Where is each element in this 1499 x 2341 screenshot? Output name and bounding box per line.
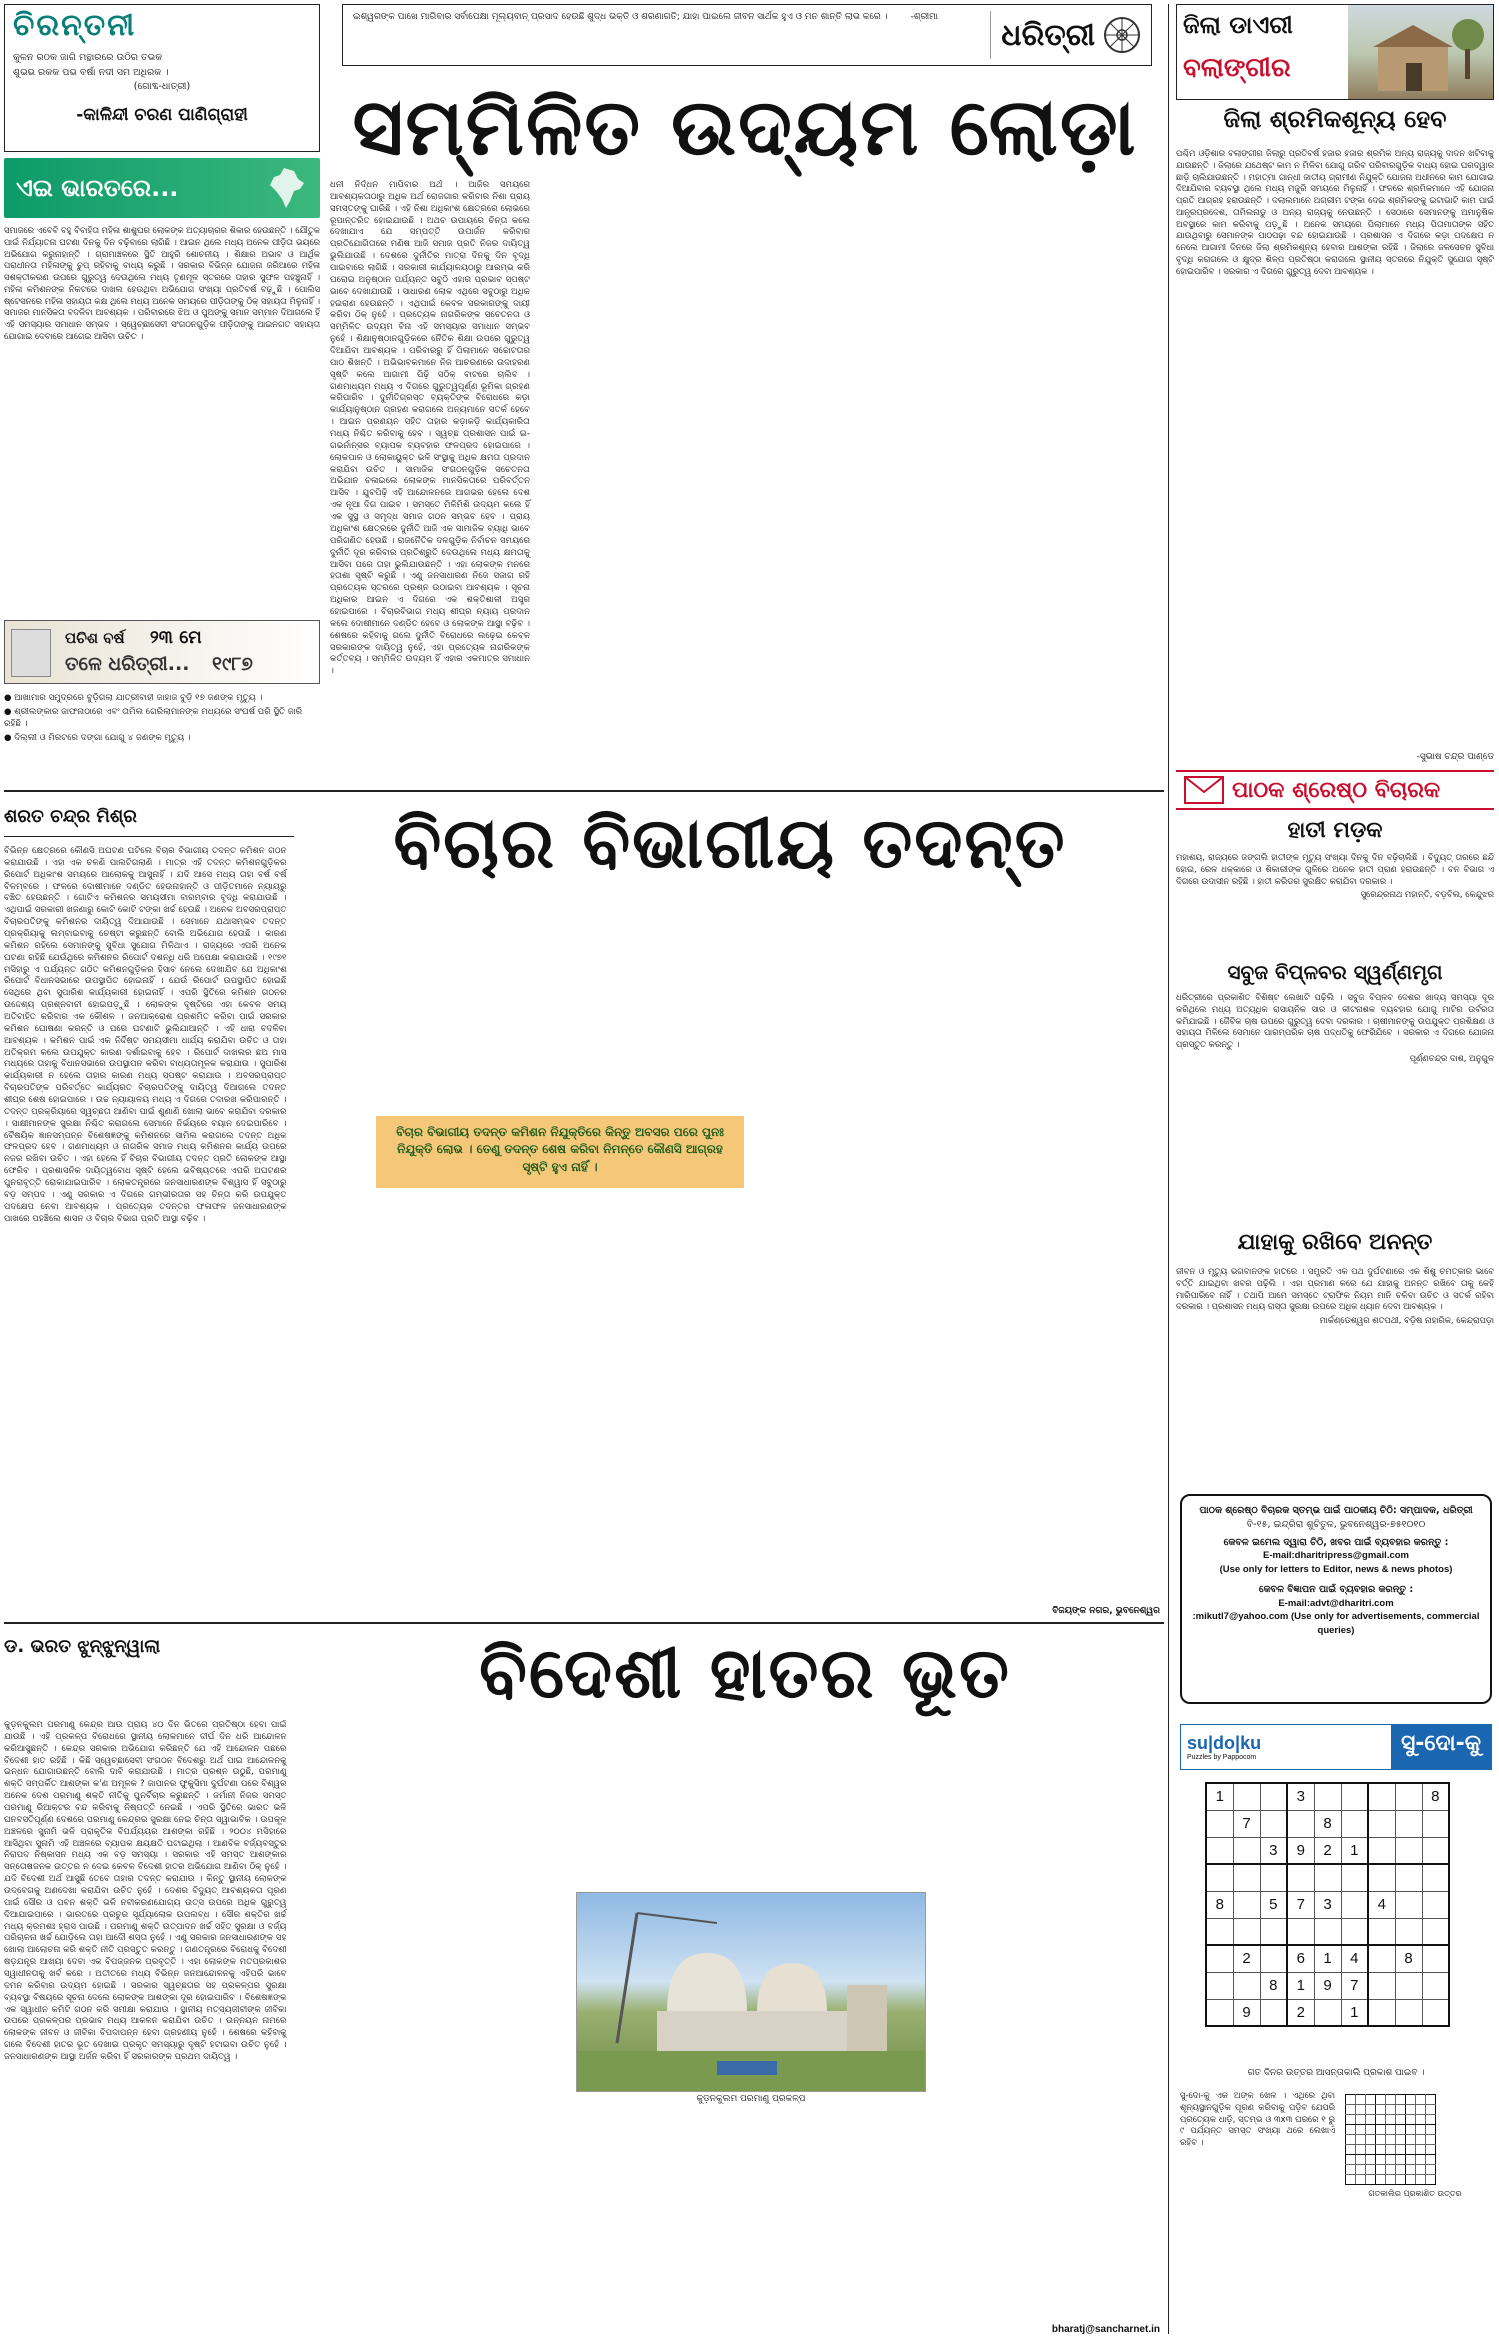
letter-2-body: ଧରିତ୍ରୀରେ ପ୍ରକାଶିତ ବିଶିଷ୍ଟ ଲେଖାଟି ପଢ଼ିଲି । ସବୁଜ ବିପ୍ଳବ ଦେଶର ଖାଦ୍ୟ ସମସ୍ୟା ଦୂର କରିଥିଲେ ମଧ୍ୟ ଅତ୍ୟଧିକ ରାସାୟନିକ ସାର ଓ କୀଟନାଶକ ବ୍ୟବହାର ଯୋଗୁ ମାଟିର ଉର୍ବରତା କମିଯାଇଛି । ଜୈବିକ ଚାଷ ଉପରେ ଗୁରୁତ୍ୱ ଦେବା ଦରକାର । ଚାଷୀମାନଙ୍କୁ ଉପଯୁକ୍ତ ପ୍ରଶିକ୍ଷଣ ଓ ସହାୟତା ମିଳିଲେ ସେମାନେ ପାରମ୍ପରିକ ଚାଷ ପଦ୍ଧତିକୁ ଫେରିଯିବେ । ସରକାର ଏ ଦିଗରେ ଯୋଜନା ପ୍ରସ୍ତୁତ କରନ୍ତୁ । ପୂର୍ଣ୍ଣଚନ୍ଦ୍ର ଦାଶ, ଅନୁଗୁଳ <box>1176 992 1494 1063</box>
solution-cell <box>1416 2125 1426 2135</box>
chakra-icon <box>1103 16 1141 54</box>
sudoku-cell[interactable] <box>1368 1945 1395 1972</box>
sudoku-cell[interactable] <box>1422 1837 1449 1864</box>
solution-cell <box>1416 2105 1426 2115</box>
sudoku-cell[interactable]: 3 <box>1314 1891 1341 1918</box>
solution-cell <box>1376 2125 1386 2135</box>
quote-author: -ଶ୍ରୀମା <box>910 12 939 22</box>
contact-ads-label: କେବଳ ବିଜ୍ଞାପନ ପାଇଁ ବ୍ୟବହାର କରନ୍ତୁ : <box>1258 1583 1414 1595</box>
article3-photo <box>576 1892 926 2092</box>
district-story-headline: ଜିଲା ଶ୍ରମିକଶୂନ୍ୟ ହେବ <box>1223 105 1447 133</box>
lead-body <box>330 180 1160 780</box>
chirantani-line-3: (ଗୋବ୍ଦ-ଧାତ୍ରୀ) <box>133 81 191 93</box>
contact-email-1-note: (Use only for letters to Editor, news & news photos) <box>1219 1564 1453 1576</box>
solution-cell <box>1356 2145 1366 2155</box>
solution-cell <box>1396 2135 1406 2145</box>
readers-banner-label: ପାଠକ ଶ୍ରେଷ୍ଠ ବିଚାରକ <box>1232 777 1441 803</box>
solution-cell <box>1346 2105 1356 2115</box>
india-banner <box>4 158 320 218</box>
letter-1-title: ହାତୀ ମଡ଼କ <box>1287 818 1383 843</box>
solution-cell <box>1416 2095 1426 2105</box>
solution-cell <box>1346 2115 1356 2125</box>
sudoku-cell[interactable]: 2 <box>1287 1999 1314 2026</box>
solution-cell <box>1356 2115 1366 2125</box>
solution-cell <box>1376 2095 1386 2105</box>
solution-cell <box>1396 2105 1406 2115</box>
sudoku-cell[interactable]: 1 <box>1341 1999 1368 2026</box>
solution-cell <box>1366 2135 1376 2145</box>
solution-cell <box>1366 2105 1376 2115</box>
sudoku-solution-label: ଗତକାଲିର ପ୍ରକାଶିତ ଉତ୍ତର <box>1368 2189 1462 2198</box>
solution-cell <box>1426 2095 1436 2105</box>
sudoku-cell[interactable]: 6 <box>1287 1945 1314 1972</box>
article3-email[interactable]: bharatj@sancharnet.in <box>1051 2324 1160 2335</box>
sudoku-cell[interactable] <box>1233 1972 1260 1999</box>
sudoku-cell[interactable] <box>1395 1810 1422 1837</box>
sudoku-cell[interactable] <box>1368 1864 1395 1891</box>
sudoku-cell[interactable] <box>1395 1972 1422 1999</box>
solution-cell <box>1426 2175 1436 2185</box>
chirantani-box <box>4 4 320 152</box>
solution-cell <box>1346 2135 1356 2145</box>
chirantani-line-1: କୁଳନ ରଠକ ଜାଗି ମନ୍ଥାରରେ ଉଠିର ତଭକ <box>13 52 163 63</box>
sudoku-cell[interactable] <box>1233 1864 1260 1891</box>
district-story-text: ପଶ୍ଚିମ ଓଡ଼ିଶାର ବଲାଙ୍ଗୀର ଜିଲାରୁ ପ୍ରତିବର୍ଷ ହଜାର ହଜାର ଶ୍ରମିକ ଅନ୍ୟ ରାଜ୍ୟକୁ ଦାଦନ ଖଟିବାକୁ ଯାଉଛନ୍ତି । ଜିଲାରେ ଯଥେଷ୍ଟ କାମ ନ ମିଳିବା ଯୋଗୁ ଗରିବ ପରିବାରଗୁଡ଼ିକ ବାଧ୍ୟ ହୋଇ ଘରଦ୍ୱାର ଛାଡ଼ି ଚାଲିଯାଉଛନ୍ତି । ମହାତ୍ମା ଗାନ୍ଧୀ ଜାତୀୟ ଗ୍ରାମୀଣ ନିଯୁକ୍ତି ଯୋଜନା ଅଧୀନରେ କାମ ଯୋଗାଇ ଦିଆଯିବାର ବ୍ୟବସ୍ଥା ଥିଲେ ମଧ୍ୟ ମଜୁରି ସମୟରେ ମିଳୁନାହିଁ । ଫଳରେ ଶ୍ରମିକମାନେ ଏହି ଯୋଜନା ପ୍ରତି ଆଗ୍ରହ ହରାଉଛନ୍ତି । ଦଲାଲମାନେ ଅଗ୍ରୀମ ଟଙ୍କା ଦେଇ ଶ୍ରମିକଙ୍କୁ ଇଟାଭାଟି କାମ ପାଇଁ ଆନ୍ଧ୍ରପ୍ରଦେଶ, ତାମିଲନାଡୁ ଓ ଅନ୍ୟ ରାଜ୍ୟକୁ ନେଉଛନ୍ତି । ସେଠାରେ ସେମାନଙ୍କୁ ଅମାନୁଷିକ ଅବସ୍ଥାରେ କାମ କରିବାକୁ ପଡ଼ୁଛି । ଅନେକ ସମୟରେ ପିଲାମାନେ ମଧ୍ୟ ପିତାମାତାଙ୍କ ସହିତ ଯାଉଥିବାରୁ ସେମାନଙ୍କ ପାଠପଢ଼ା ବନ୍ଦ ହୋଇଯାଉଛି । ପ୍ରଶାସନ ଏ ଦିଗରେ କଡ଼ା ପଦକ୍ଷେପ ନ ନେଲେ ଆଗାମୀ ଦିନରେ ଜିଲା ଶ୍ରମିକଶୂନ୍ୟ ହେବାର ଆଶଙ୍କା ରହିଛି । ଜିଲାରେ ଜଳସେଚନ ସୁବିଧା ବୃଦ୍ଧି କରାଗଲେ ଓ କ୍ଷୁଦ୍ର ଶିଳ୍ପ ପ୍ରତିଷ୍ଠା କରାଗଲେ ସ୍ଥାନୀୟ ସ୍ତରରେ ନିଯୁକ୍ତି ସୁଯୋଗ ସୃଷ୍ଟି ହୋଇପାରିବ । ସରକାର ଏ ଦିଗରେ ଗୁରୁତ୍ୱ ଦେବା ଆବଶ୍ୟକ । <box>1176 148 1494 276</box>
sudoku-cell[interactable] <box>1368 1810 1395 1837</box>
sudoku-cell[interactable] <box>1314 1918 1341 1945</box>
letter-1-author: ସୁରେନ୍ଦ୍ରନାଥ ମହାନ୍ତି, ବଡ଼ବିଲ, କେନ୍ଦୁଝର <box>1360 889 1494 900</box>
sudoku-cell[interactable]: 2 <box>1233 1945 1260 1972</box>
solution-cell <box>1366 2125 1376 2135</box>
sudoku-cell[interactable] <box>1395 1999 1422 2026</box>
solution-cell <box>1376 2175 1386 2185</box>
sudoku-cell[interactable]: 5 <box>1260 1891 1287 1918</box>
solution-cell <box>1426 2105 1436 2115</box>
sudoku-header <box>1180 1724 1492 1770</box>
divider <box>1168 4 1169 2334</box>
solution-cell <box>1406 2115 1416 2125</box>
district-label: ଜିଲା ଡାଏରୀ <box>1183 11 1293 39</box>
solution-cell <box>1426 2165 1436 2175</box>
solution-cell <box>1396 2095 1406 2105</box>
sudoku-cell[interactable] <box>1395 1837 1422 1864</box>
sudoku-cell[interactable] <box>1341 1891 1368 1918</box>
readers-banner <box>1176 770 1494 810</box>
sudoku-cell[interactable]: 8 <box>1206 1891 1233 1918</box>
sudoku-cell[interactable]: 9 <box>1287 1837 1314 1864</box>
india-label: ଏଇ ଭାରତରେ... <box>16 174 179 202</box>
solution-cell <box>1426 2125 1436 2135</box>
article2-pullquote: ବିଚାର ବିଭାଗୀୟ ତଦନ୍ତ କମିଶନ ନିଯୁକ୍ତିରେ କିନ୍ତୁ ଅବସର ପରେ ପୁନଃ ନିଯୁକ୍ତି ଲୋଭ । ତେଣୁ ତଦନ୍ତ ଶେଷ କରିବା ନିମନ୍ତେ କୌଣସି ଆଗ୍ରହ ସୃଷ୍ଟି ହୁଏ ନାହିଁ । <box>376 1116 744 1188</box>
sudoku-cell[interactable]: 8 <box>1395 1945 1422 1972</box>
solution-cell <box>1386 2165 1396 2175</box>
sudoku-cell[interactable] <box>1422 1918 1449 1945</box>
article2-body <box>4 846 1164 1616</box>
solution-cell <box>1356 2125 1366 2135</box>
sudoku-cell[interactable] <box>1206 1810 1233 1837</box>
sudoku-cell[interactable]: 7 <box>1287 1891 1314 1918</box>
solution-cell <box>1406 2095 1416 2105</box>
contact-email-3[interactable]: :mikutl7@yahoo.com (Use only for advertisements, commercial queries) <box>1192 1611 1480 1637</box>
district-header <box>1176 4 1494 100</box>
sudoku-cell[interactable]: 7 <box>1233 1810 1260 1837</box>
solution-cell <box>1346 2155 1356 2165</box>
sudoku-cell[interactable] <box>1341 1864 1368 1891</box>
masthead-logo <box>990 11 1141 59</box>
sudoku-cell[interactable] <box>1314 1864 1341 1891</box>
years-box <box>4 620 320 684</box>
sudoku-cell[interactable] <box>1233 1918 1260 1945</box>
solution-cell <box>1416 2115 1426 2125</box>
solution-cell <box>1406 2155 1416 2165</box>
sudoku-cell[interactable] <box>1233 1891 1260 1918</box>
bullet-item: ● ଦିଲ୍ଲୀ ଓ ମିରଟରେ ଦଙ୍ଗା ଯୋଗୁ ୪ ଜଣଙ୍କ ମୃତ୍ୟୁ । <box>4 733 191 744</box>
sudoku-cell[interactable] <box>1395 1864 1422 1891</box>
sudoku-cell[interactable] <box>1260 1918 1287 1945</box>
article3-photo-caption: କୁଡ଼ନକୁଲମ ପରମାଣୁ ପ୍ରକଳ୍ପ <box>696 2094 806 2104</box>
years-label: ପଚିଶ ବର୍ଷ <box>65 629 125 647</box>
quote-box <box>342 4 1152 66</box>
chirantani-line-2: ଶୁଭଭ ରକକ ପଭ ବର୍ଷା ନଦୀ ସମ ଅଧିରକ । <box>13 66 169 78</box>
solution-cell <box>1386 2175 1396 2185</box>
article3-headline: ବିଦେଶୀ ହାତର ଭୂତ <box>479 1632 1011 1714</box>
solution-cell <box>1386 2135 1396 2145</box>
solution-cell <box>1366 2175 1376 2185</box>
newspaper-icon <box>11 629 51 677</box>
solution-cell <box>1346 2165 1356 2175</box>
sudoku-cell[interactable] <box>1206 1837 1233 1864</box>
letter-3-author: ମାର୍କଣ୍ଡେଶ୍ୱର ଶତପଥୀ, ବଡ଼ିଷ ନାହାରିକ, କେନ୍ଦ୍ରାପଡ଼ା <box>1319 1315 1494 1326</box>
solution-cell <box>1356 2175 1366 2185</box>
solution-cell <box>1416 2145 1426 2155</box>
chirantani-title: ଚିରନ୍ତନୀ <box>13 8 137 43</box>
solution-cell <box>1356 2155 1366 2165</box>
solution-cell <box>1396 2145 1406 2155</box>
solution-cell <box>1396 2175 1406 2185</box>
solution-cell <box>1406 2135 1416 2145</box>
contact-email-2[interactable]: E-mail:advt@dharitri.com <box>1278 1597 1394 1609</box>
india-body-text: ସମାଜରେ ଏବେବି ବହୁ ବିବାହିତା ମହିଳା ଶାଶୁଘର ଲୋକଙ୍କ ଅତ୍ୟାଚାରର ଶିକାର ହେଉଛନ୍ତି । ଯୌତୁକ ପାଇଁ ନିର୍ଯ୍ୟାତନା ଘଟଣା ଦିନକୁ ଦିନ ବଢ଼ିବାରେ ଲାଗିଛି । ଆଇନ ଥିଲେ ମଧ୍ୟ ଅନେକ ପୀଡ଼ିତା ଭୟରେ ଅଭିଯୋଗ କରୁନାହାନ୍ତି । ଗ୍ରାମାଞ୍ଚଳରେ ସ୍ଥିତି ଆହୁରି ଶୋଚନୀୟ । ଶିକ୍ଷାର ଅଭାବ ଓ ଆର୍ଥିକ ପରାଧୀନତା ମହିଳାଙ୍କୁ ଚୁପ୍ ରହିବାକୁ ବାଧ୍ୟ କରୁଛି । ସରକାର ବିଭିନ୍ନ ଯୋଜନା ଜରିଆରେ ମହିଳା ସଶକ୍ତୀକରଣ ଉପରେ ଗୁରୁତ୍ୱ ଦେଉଥିଲେ ମଧ୍ୟ ତୃଣମୂଳ ସ୍ତରରେ ତାହାର ସୁଫଳ ପହଞ୍ଚୁନାହିଁ । ମହିଳା କମିଶନଙ୍କ ନିକଟରେ ଦାଖଲ ହେଉଥିବା ଅଭିଯୋଗ ସଂଖ୍ୟା ପ୍ରତିବର୍ଷ ବଢ଼ୁଛି । ପୋଲିସ ଷ୍ଟେସନରେ ମହିଳା ସହାୟତା କକ୍ଷ ଥିଲେ ମଧ୍ୟ ଅନେକ ସମୟରେ ପୀଡ଼ିତାଙ୍କୁ ଠିକ୍ ସହାୟତା ମିଳୁନାହିଁ । ସମାଜର ମାନସିକତା ବଦଳିବା ଆବଶ୍ୟକ । ପରିବାରରେ ଝିଅ ଓ ପୁଅଙ୍କୁ ସମାନ ସମ୍ମାନ ଦିଆଗଲେ ହିଁ ଏହି ସମସ୍ୟାର ସମାଧାନ ସମ୍ଭବ । ସ୍ୱେଚ୍ଛାସେବୀ ସଂଗଠନଗୁଡ଼ିକ ପୀଡ଼ିତାଙ୍କୁ ଆଇନଗତ ସହାୟତା ଯୋଗାଇ ଦେବାରେ ଆଗେଇ ଆସିବା ଉଚିତ । <box>4 225 320 341</box>
sudoku-cell[interactable]: 4 <box>1368 1891 1395 1918</box>
solution-cell <box>1406 2175 1416 2185</box>
solution-cell <box>1366 2165 1376 2175</box>
sudoku-cell[interactable]: 1 <box>1314 1945 1341 1972</box>
sudoku-cell[interactable]: 9 <box>1314 1972 1341 1999</box>
sudoku-logo: su|do|ku <box>1187 1733 1262 1753</box>
district-name: ବଲାଙ୍ଗୀର <box>1183 53 1291 83</box>
district-photo <box>1348 5 1493 100</box>
years-date: ୨୩ ମେ <box>149 627 202 648</box>
article2-body-text: ବିଭିନ୍ନ କ୍ଷେତ୍ରରେ କୌଣସି ଅଘଟଣ ଘଟିଲେ ବିଚାର ବିଭାଗୀୟ ତଦନ୍ତ କମିଶନ ଗଠନ କରାଯାଉଛି । ଏହା ଏକ ଚଳଣି ପାଲଟିଗଲାଣି । ମାତ୍ର ଏହି ତଦନ୍ତ କମିଶନଗୁଡ଼ିକର ରିପୋର୍ଟ ଅଧିକାଂଶ ସମୟରେ ଆଲୋକକୁ ଆସୁନାହିଁ । ଯଦି ଆସେ ମଧ୍ୟ ତାହା ବର୍ଷ ବର୍ଷ ବିଳମ୍ବରେ । ଫଳରେ ଦୋଷୀମାନେ ଦଣ୍ଡିତ ହେଉନାହାନ୍ତି ଓ ପୀଡ଼ିତମାନେ ନ୍ୟାୟରୁ ବଞ୍ଚିତ ହେଉଛନ୍ତି । ଗୋଟିଏ କମିଶନର ସମୟସୀମା ବାରମ୍ବାର ବୃଦ୍ଧି କରାଯାଉଛି । ଏଥିପାଇଁ ସରକାରୀ ଖଜଣାରୁ କୋଟି କୋଟି ଟଙ୍କା ଖର୍ଚ୍ଚ ହେଉଛି । ଅନେକ ଅବସରପ୍ରାପ୍ତ ବିଚାରପତିଙ୍କୁ କମିଶନର ଦାୟିତ୍ୱ ଦିଆଯାଉଛି । ସେମାନେ ଯଥାସମ୍ଭବ ତଦନ୍ତ ପ୍ରକ୍ରିୟାକୁ ଲମ୍ବାଇବାକୁ ଚେଷ୍ଟା କରୁଛନ୍ତି ବୋଲି ଅଭିଯୋଗ ହେଉଛି । କାରଣ କମିଶନ ରହିଲେ ସେମାନଙ୍କୁ ସୁବିଧା ସୁଯୋଗ ମିଳିଥାଏ । ରାଜ୍ୟରେ ଏପରି ଅନେକ ଘଟଣା ରହିଛି ଯେଉଁଥିରେ କମିଶନର ରିପୋର୍ଟ ଦଶନ୍ଧି ଧରି ଅପେକ୍ଷା କରାଯାଉଛି । ୧୯୭୧ ମସିହାରୁ ଏ ପର୍ଯ୍ୟନ୍ତ ଗଠିତ କମିଶନଗୁଡ଼ିକର ହିସାବ ନେଲେ ଦେଖାଯିବ ଯେ ଅଧିକାଂଶ ରିପୋର୍ଟ ବିଧାନସଭାରେ ଉପସ୍ଥାପିତ ହୋଇନାହିଁ । ଯେଉଁ ରିପୋର୍ଟ ଉପସ୍ଥାପିତ ହୋଇଛି ସେଥିରେ ଥିବା ସୁପାରିଶ କାର୍ଯ୍ୟକାରୀ ହୋଇନାହିଁ । ଏପରି ସ୍ଥିତିରେ କମିଶନ ଗଠନର ଉଦ୍ଦେଶ୍ୟ ପ୍ରଶ୍ନବାଚୀ ହୋଇପଡ଼ୁଛି । ଲୋକଙ୍କ ଦୃଷ୍ଟିରେ ଏହା କେବଳ ସମୟ ଅତିବାହିତ କରିବାର ଏକ କୌଶଳ । ଜନଆକ୍ରୋଶ ପ୍ରଶମିତ କରିବା ପାଇଁ ସରକାର କମିଶନ ଘୋଷଣା କରନ୍ତି ଓ ପରେ ଘଟଣାଟି ଭୁଲିଯାଆନ୍ତି । ଏହି ଧାରା ବଦଳିବା ଆବଶ୍ୟକ । କମିଶନ ପାଇଁ ଏକ ନିର୍ଦ୍ଦିଷ୍ଟ ସମୟସୀମା ଧାର୍ଯ୍ୟ କରାଯିବା ଉଚିତ ଓ ତାହା ଅତିକ୍ରମ କଲେ ଉପଯୁକ୍ତ କାରଣ ଦର୍ଶାଇବାକୁ ହେବ । ରିପୋର୍ଟ ଦାଖଲର ଛଅ ମାସ ମଧ୍ୟରେ ତାହାକୁ ବିଧାନସଭାରେ ଉପସ୍ଥାପନ କରିବା ବାଧ୍ୟତାମୂଳକ କରାଯାଉ । ସୁପାରିଶ କାର୍ଯ୍ୟକାରୀ ନ ହେଲେ ତାହାର କାରଣ ମଧ୍ୟ ସ୍ପଷ୍ଟ କରାଯାଉ । ଅବସରପ୍ରାପ୍ତ ବିଚାରପତିଙ୍କ ପରିବର୍ତ୍ତେ କାର୍ଯ୍ୟରତ ବିଚାରପତିଙ୍କୁ ଦାୟିତ୍ୱ ଦିଆଗଲେ ତଦନ୍ତ ଶୀଘ୍ର ଶେଷ ହୋଇପାରେ । ଉଚ୍ଚ ନ୍ୟାୟାଳୟ ମଧ୍ୟ ଏ ଦିଗରେ ତଦାରଖ କରିପାରନ୍ତି । ତଦନ୍ତ ପ୍ରକ୍ରିୟାରେ ସ୍ୱଚ୍ଛତା ଆଣିବା ପାଇଁ ଶୁଣାଣି ଖୋଲା ଭାବେ କରାଯିବା ଦରକାର । ସାକ୍ଷୀମାନଙ୍କ ସୁରକ୍ଷା ନିଶ୍ଚିତ କରାଗଲେ ସେମାନେ ନିର୍ଭୟରେ ବୟାନ ଦେଇପାରିବେ । ବୈଷୟିକ ଜ୍ଞାନସମ୍ପନ୍ନ ବିଶେଷଜ୍ଞଙ୍କୁ କମିଶନରେ ସାମିଲ କରାଗଲେ ତଦନ୍ତ ଅଧିକ ଫଳପ୍ରଦ ହେବ । ଗଣମାଧ୍ୟମ ଓ ନାଗରିକ ସମାଜ ମଧ୍ୟ କମିଶନର କାର୍ଯ୍ୟ ଉପରେ ନଜର ରଖିବା ଉଚିତ । ଏହା ହେଲେ ହିଁ ବିଚାର ବିଭାଗୀୟ ତଦନ୍ତ ପ୍ରତି ଲୋକଙ୍କ ଆସ୍ଥା ଫେରିବ । ପ୍ରଶାସନିକ ଦାୟିତ୍ୱବୋଧ ସୃଷ୍ଟି ହେଲେ ଭବିଷ୍ୟତରେ ଏପରି ଅଘଟଣର ପୁନରାବୃତ୍ତି ରୋକାଯାଇପାରିବ । ଲୋକତନ୍ତ୍ରରେ ଜନସାଧାରଣଙ୍କ ବିଶ୍ୱାସ ହିଁ ସବୁଠାରୁ ବଡ଼ ସମ୍ପଦ । ଏଣୁ ସରକାର ଏ ଦିଗରେ ଗମ୍ଭୀରତାର ସହ ଚିନ୍ତା କରି ଉପଯୁକ୍ତ ପଦକ୍ଷେପ ନେବା ଆବଶ୍ୟକ । ପ୍ରତ୍ୟେକ ତଦନ୍ତର ଫଳାଫଳ ଜନସାଧାରଣଙ୍କ ପାଖରେ ପହଞ୍ଚିଲେ ଶାସନ ଓ ବିଚାର ବିଭାଗ ପ୍ରତି ଆସ୍ଥା ବଢ଼ିବ । <box>4 846 287 1224</box>
sudoku-cell[interactable] <box>1341 1783 1368 1810</box>
lead-body-text: ଧନୀ ନିର୍ଦ୍ଧନ ମାପିବାର ଅର୍ଥ । ଆଜିର ସମୟରେ ଆବଶ୍ୟକତାଠାରୁ ଅଧିକ ଅର୍ଥ ରୋଜଗାର କରିବାର ନିଶା ପ୍ରାୟ ସମସ୍ତଙ୍କୁ ଘାରିଛି । ଏହି ନିଶା ଅଧିକାଂଶ କ୍ଷେତ୍ରରେ ଲୋଭରେ ରୂପାନ୍ତରିତ ହୋଇଯାଉଛି । ଅଥଚ ଉପାୟରେ ଚିନ୍ତା କଲେ ଦେଖାଯାଏ ଯେ ସମ୍ପତ୍ତି ଉପାର୍ଜନ କରିବାର ପ୍ରତିଯୋଗିତାରେ ମଣିଷ ଆଜି ସମାଜ ପ୍ରତି ନିଜର ଦାୟିତ୍ୱ ଭୁଲିଯାଉଛି । ଦେଶରେ ଦୁର୍ନୀତିର ମାତ୍ରା ଦିନକୁ ଦିନ ବୃଦ୍ଧି ପାଇବାରେ ଲାଗିଛି । ସରକାରୀ କାର୍ଯ୍ୟାଳୟଠାରୁ ଆରମ୍ଭ କରି ଘରୋଇ ଅନୁଷ୍ଠାନ ପର୍ଯ୍ୟନ୍ତ ସବୁଠି ଏହାର ପ୍ରଭାବ ସ୍ପଷ୍ଟ ଭାବେ ଦେଖାଯାଉଛି । ସାଧାରଣ ଲୋକ ଏଥିରେ ସବୁଠାରୁ ଅଧିକ ହଇରାଣ ହେଉଛନ୍ତି । ଏଥିପାଇଁ କେବଳ ସରକାରଙ୍କୁ ଦାୟୀ କରିବା ଠିକ୍ ନୁହେଁ । ପ୍ରତ୍ୟେକ ନାଗରିକଙ୍କ ସଚେତନତା ଓ ସମ୍ମିଳିତ ଉଦ୍ୟମ ବିନା ଏହି ସମସ୍ୟାର ସମାଧାନ ସମ୍ଭବ ନୁହେଁ । ଶିକ୍ଷାନୁଷ୍ଠାନଗୁଡ଼ିକରେ ନୈତିକ ଶିକ୍ଷା ଉପରେ ଗୁରୁତ୍ୱ ଦିଆଯିବା ଆବଶ୍ୟକ । ପରିବାରରୁ ହିଁ ପିଲାମାନେ ସଚ୍ଚୋଟତାର ପାଠ ଶିଖନ୍ତି । ଅଭିଭାବକମାନେ ନିଜ ଆଚରଣରେ ଉଦାହରଣ ସୃଷ୍ଟି କଲେ ଆଗାମୀ ପିଢ଼ି ସଠିକ୍ ବାଟରେ ଚାଲିବ । ଗଣମାଧ୍ୟମ ମଧ୍ୟ ଏ ଦିଗରେ ଗୁରୁତ୍ୱପୂର୍ଣ୍ଣ ଭୂମିକା ଗ୍ରହଣ କରିପାରିବ । ଦୁର୍ନୀତିଗ୍ରସ୍ତ ବ୍ୟକ୍ତିଙ୍କ ବିରୋଧରେ କଡ଼ା କାର୍ଯ୍ୟାନୁଷ୍ଠାନ ଗ୍ରହଣ କରାଗଲେ ଅନ୍ୟମାନେ ସତର୍କ ହେବେ । ଆଇନ ପ୍ରଣୟନ ସହିତ ତାହାର କଡ଼ାକଡ଼ି କାର୍ଯ୍ୟକାରିତା ମଧ୍ୟ ନିଶ୍ଚିତ କରିବାକୁ ହେବ । ସ୍ୱଚ୍ଛ ପ୍ରଶାସନ ପାଇଁ ଇ-ଗଭର୍ନାନ୍ସର ବ୍ୟାପକ ବ୍ୟବହାର ଫଳପ୍ରଦ ହୋଇପାରେ । ଲୋକପାଳ ଓ ଲୋକାୟୁକ୍ତ ଭଳି ସଂସ୍ଥାକୁ ଅଧିକ କ୍ଷମତା ପ୍ରଦାନ କରାଯିବା ଉଚିତ । ସାମାଜିକ ସଂଗଠନଗୁଡ଼ିକ ସଚେତନତା ଅଭିଯାନ ଚଳାଇଲେ ଲୋକଙ୍କ ମାନସିକତାରେ ପରିବର୍ତ୍ତନ ଆସିବ । ଯୁବପିଢ଼ି ଏହି ଆନ୍ଦୋଳନରେ ଆଗଭର ହେଲେ ଦେଶ ଏକ ନୂଆ ଦିଗ ପାଇବ । ସମସ୍ତେ ମିଳିମିଶି ଉଦ୍ୟମ କଲେ ହିଁ ଏକ ସୁସ୍ଥ ଓ ସମୃଦ୍ଧ ସମାଜ ଗଠନ ସମ୍ଭବ ହେବ । ପ୍ରାୟ ଅଧିକାଂଶ କ୍ଷେତ୍ରରେ ଦୁର୍ନୀତି ଆଜି ଏକ ସାମାଜିକ ବ୍ୟାଧି ଭାବେ ପରିଗଣିତ ହେଉଛି । ରାଜନୈତିକ ଦଳଗୁଡ଼ିକ ନିର୍ବାଚନ ସମୟରେ ଦୁର୍ନୀତି ଦୂର କରିବାର ପ୍ରତିଶ୍ରୁତି ଦେଉଥିଲେ ମଧ୍ୟ କ୍ଷମତାକୁ ଆସିବା ପରେ ତାହା ଭୁଲିଯାଉଛନ୍ତି । ଏହା ଲୋକଙ୍କ ମନରେ ହତାଶା ସୃଷ୍ଟି କରୁଛି । ଏଣୁ ଜନସାଧାରଣ ନିଜେ ସଜାଗ ରହି ପ୍ରତ୍ୟେକ ସ୍ତରରେ ପ୍ରଶ୍ନ ଉଠାଇବା ଆବଶ୍ୟକ । ସୂଚନା ଅଧିକାର ଆଇନ ଏ ଦିଗରେ ଏକ ଶକ୍ତିଶାଳୀ ଅସ୍ତ୍ର ହୋଇପାରେ । ବିଚାରବିଭାଗ ମଧ୍ୟ ଶୀଘ୍ର ନ୍ୟାୟ ପ୍ରଦାନ କଲେ ଦୋଷୀମାନେ ଦଣ୍ଡିତ ହେବେ ଓ ଲୋକଙ୍କ ଆସ୍ଥା ବଢ଼ିବ । ଶେଷରେ କହିବାକୁ ଗଲେ ଦୁର୍ନୀତି ବିରୋଧରେ ଲଢ଼େଇ କେବଳ ସରକାରଙ୍କ ଦାୟିତ୍ୱ ନୁହେଁ, ଏହା ପ୍ରତ୍ୟେକ ନାଗରିକଙ୍କ କର୍ତ୍ତବ୍ୟ । ସମ୍ମିଳିତ ଉଦ୍ୟମ ହିଁ ଏହାର ଏକମାତ୍ର ସମାଧାନ । <box>330 180 530 677</box>
sudoku-cell[interactable] <box>1422 1972 1449 1999</box>
sudoku-odia: ସୁ-ଦୋ-କୁ <box>1391 1725 1491 1769</box>
sudoku-cell[interactable] <box>1368 1783 1395 1810</box>
solution-cell <box>1386 2095 1396 2105</box>
contact-address: ବି-୧୫, ଇନ୍ଦ୍ରିରା ଶୁଚିତୁଳ, ଭୁବନେଶ୍ୱର-୭୫୧୦୧୦ <box>1246 1518 1426 1530</box>
sudoku-cell[interactable] <box>1233 1837 1260 1864</box>
sudoku-cell[interactable] <box>1422 1999 1449 2026</box>
solution-cell <box>1406 2165 1416 2175</box>
solution-cell <box>1376 2145 1386 2155</box>
solution-cell <box>1406 2105 1416 2115</box>
sudoku-cell[interactable] <box>1395 1783 1422 1810</box>
india-map-icon <box>264 165 310 211</box>
solution-cell <box>1426 2155 1436 2165</box>
letter-2-author: ପୂର୍ଣ୍ଣଚନ୍ଦ୍ର ଦାଶ, ଅନୁଗୁଳ <box>1409 1052 1494 1063</box>
solution-cell <box>1356 2095 1366 2105</box>
sudoku-cell[interactable]: 2 <box>1314 1837 1341 1864</box>
solution-cell <box>1346 2095 1356 2105</box>
article2-author: ଶରତ ଚନ୍ଦ୍ର ମିଶ୍ର <box>4 806 137 827</box>
sudoku-cell[interactable]: 4 <box>1341 1945 1368 1972</box>
sudoku-cell[interactable] <box>1260 1999 1287 2026</box>
solution-cell <box>1376 2165 1386 2175</box>
letter-3-body: ଜୀବନ ଓ ମୃତ୍ୟୁ ଭଗବାନଙ୍କ ହାତରେ । ସମ୍ପ୍ରତି ଏକ ପଥ ଦୁର୍ଘଟଣାରେ ଏକ ଶିଶୁ ଚମତ୍କାର ଭାବେ ବର୍ତ୍ତି ଯାଇଥିବା ଖବର ପଢ଼ିଲି । ଏହା ପ୍ରମାଣ କରେ ଯେ ଯାହାକୁ ଅନନ୍ତ ରଖିବେ ତାକୁ କେହି ମାରିପାରିବେ ନାହିଁ । ତଥାପି ଆମେ ସମସ୍ତେ ଟ୍ରାଫିକ ନିୟମ ମାନି ଚଳିବା ଉଚିତ ଓ ସତର୍କ ରହିବା ଦରକାର । ପ୍ରଶାସନ ମଧ୍ୟ ରାସ୍ତା ସୁରକ୍ଷା ଉପରେ ଅଧିକ ଧ୍ୟାନ ଦେବା ଆବଶ୍ୟକ । ମାର୍କଣ୍ଡେଶ୍ୱର ଶତପଥୀ, ବଡ଼ିଷ ନାହାରିକ, କେନ୍ଦ୍ରାପଡ଼ା <box>1176 1266 1494 1326</box>
divider <box>4 790 1164 792</box>
india-body <box>4 225 320 615</box>
sudoku-cell[interactable]: 8 <box>1314 1810 1341 1837</box>
contact-email-label: କେବଳ ଇମେଲ ଦ୍ୱାରା ଚିଠି, ଖବର ପାଇଁ ବ୍ୟବହାର କରନ୍ତୁ : <box>1223 1536 1449 1548</box>
letter-1-body: ମହାଶୟ, ରାଜ୍ୟରେ ଜଙ୍ଗଲି ହାତୀଙ୍କ ମୃତ୍ୟୁ ସଂଖ୍ୟା ଦିନକୁ ଦିନ ବଢ଼ିଚାଲିଛି । ବିଦ୍ୟୁତ୍ ତାରରେ ଛନ୍ଦି ହୋଇ, ରେଳ ଧକ୍କାରେ ଓ ଶିକାରୀଙ୍କ ଗୁଳିରେ ଅନେକ ହାତୀ ପ୍ରାଣ ହରାଉଛନ୍ତି । ବନ ବିଭାଗ ଏ ଦିଗରେ ଉଦାସୀନ ରହିଛି । ହାତୀ କରିଡର ସୁରକ୍ଷିତ କରାଯିବା ଦରକାର । ସୁରେନ୍ଦ୍ରନାଥ ମହାନ୍ତି, ବଡ଼ବିଲ, କେନ୍ଦୁଝର <box>1176 852 1494 900</box>
solution-cell <box>1346 2145 1356 2155</box>
sudoku-cell[interactable] <box>1395 1891 1422 1918</box>
sudoku-caption: ଗତ ଦିନର ଉତ୍ତର ଆସନ୍ତାକାଲି ପ୍ରକାଶ ପାଇବ । <box>1247 2068 1425 2078</box>
solution-cell <box>1416 2175 1426 2185</box>
sudoku-cell[interactable] <box>1206 1918 1233 1945</box>
sudoku-cell[interactable] <box>1206 1945 1233 1972</box>
solution-cell <box>1416 2135 1426 2145</box>
sudoku-cell[interactable] <box>1287 1918 1314 1945</box>
solution-cell <box>1386 2145 1396 2155</box>
masthead-name: ଧରିତ୍ରୀ <box>1001 17 1095 53</box>
sudoku-cell[interactable] <box>1314 1783 1341 1810</box>
lead-headline: ସମ୍ମିଳିତ ଉଦ୍ୟମ ଲୋଡ଼ା <box>352 83 1138 173</box>
solution-cell <box>1396 2125 1406 2135</box>
sudoku-cell[interactable] <box>1233 1783 1260 1810</box>
solution-cell <box>1416 2165 1426 2175</box>
solution-cell <box>1406 2145 1416 2155</box>
solution-cell <box>1376 2155 1386 2165</box>
sudoku-cell[interactable] <box>1206 1972 1233 1999</box>
sudoku-cell[interactable] <box>1395 1918 1422 1945</box>
sudoku-cell[interactable]: 1 <box>1341 1837 1368 1864</box>
contact-box <box>1180 1494 1492 1704</box>
sudoku-cell[interactable]: 3 <box>1260 1837 1287 1864</box>
solution-cell <box>1426 2145 1436 2155</box>
contact-email-1[interactable]: E-mail:dharitripress@gmail.com <box>1263 1550 1409 1562</box>
solution-cell <box>1356 2165 1366 2175</box>
solution-cell <box>1426 2115 1436 2125</box>
years-year: ୧୯୮୭ <box>212 653 253 675</box>
sudoku-cell[interactable] <box>1368 1837 1395 1864</box>
envelope-icon <box>1184 776 1224 804</box>
sudoku-cell[interactable] <box>1422 1891 1449 1918</box>
solution-cell <box>1396 2155 1406 2165</box>
divider <box>4 1622 1164 1624</box>
divider <box>4 836 294 837</box>
solution-cell <box>1376 2105 1386 2115</box>
contact-heading: ପାଠକ ଶ୍ରେଷ୍ଠ ବିଚାରକ ସ୍ତମ୍ଭ ପାଇଁ ପାଠକୀୟ ଚିଠି: ସମ୍ପାଦକ, ଧରିତ୍ରୀ <box>1199 1505 1473 1516</box>
bullet-item: ● ଆଖାମାର ସମୁଦ୍ରରେ ବୁଡ଼ିଗଲା ଯାତ୍ରୀବାହୀ ଜାହାଜ ବୁଡ଼ି ୧୭ ଜଣଙ୍କ ମୃତ୍ୟୁ । <box>4 693 263 703</box>
sudoku-cell[interactable]: 3 <box>1287 1783 1314 1810</box>
district-story-author: -ସୁଭାଷ ଚନ୍ଦ୍ର ପାଣ୍ଡେ <box>1416 752 1494 762</box>
sudoku-cell[interactable] <box>1368 1918 1395 1945</box>
sudoku-cell[interactable] <box>1341 1918 1368 1945</box>
chirantani-author: -କାଳିନ୍ଦୀ ଚରଣ ପାଣିଗ୍ରାହୀ <box>76 105 248 126</box>
article3-author: ଡ. ଭରତ ଝୁନ୍‌ଝୁନ୍‌ୱାଲା <box>4 1636 161 1657</box>
solution-cell <box>1366 2115 1376 2125</box>
solution-cell <box>1416 2155 1426 2165</box>
sudoku-solution <box>1345 2094 1436 2185</box>
sudoku-cell[interactable]: 8 <box>1260 1972 1287 1999</box>
bullet-list <box>4 692 320 782</box>
article3-body-text: କୁଡ଼ନକୁଲମ ପରମାଣୁ କେନ୍ଦ୍ର ଆଉ ପ୍ରାୟ ୪୦ ଦିନ ଭିତରେ ପ୍ରତିଷ୍ଠା ହେବା ପାଇଁ ଯାଉଛି । ଏହି ପ୍ରକଳ୍ପ ବିରୋଧରେ ସ୍ଥାନୀୟ ଲୋକମାନେ ଦୀର୍ଘ ଦିନ ଧରି ଆନ୍ଦୋଳନ କରିଆସୁଛନ୍ତି । କେନ୍ଦ୍ର ସରକାର ଅଭିଯୋଗ କରିଛନ୍ତି ଯେ ଏହି ଆନ୍ଦୋଳନ ପଛରେ ବିଦେଶୀ ହାତ ରହିଛି । କିଛି ସ୍ୱେଚ୍ଛାସେବୀ ସଂଗଠନ ବିଦେଶରୁ ଅର୍ଥ ପାଇ ଆନ୍ଦୋଳନକୁ ଇନ୍ଧନ ଯୋଗାଉଛନ୍ତି ବୋଲି ଦାବି କରାଯାଉଛି । ମାତ୍ର ପ୍ରଶ୍ନ ଉଠୁଛି, ପରମାଣୁ ଶକ୍ତି ସମ୍ପର୍କିତ ଆଶଙ୍କା କ'ଣ ଅମୂଳକ ? ଜାପାନର ଫୁକୁସିମା ଦୁର୍ଘଟଣା ପରେ ବିଶ୍ୱର ଅନେକ ଦେଶ ପରମାଣୁ ଶକ୍ତି ନୀତିକୁ ପୁନର୍ବିଚାର କରୁଛନ୍ତି । ଜର୍ମାନୀ ନିଜର ସମସ୍ତ ପରମାଣୁ ରିଆକ୍ଟର ବନ୍ଦ କରିବାକୁ ନିଷ୍ପତ୍ତି ନେଇଛି । ଏପରି ସ୍ଥିତିରେ ଭାରତ ଭଳି ଘନବସତିପୂର୍ଣ୍ଣ ଦେଶରେ ପରମାଣୁ କେନ୍ଦ୍ରର ସୁରକ୍ଷା ନେଇ ଚିନ୍ତା ସ୍ୱାଭାବିକ । ଉପକୂଳ ଅଞ୍ଚଳରେ ସୁନାମି ଭଳି ପ୍ରାକୃତିକ ବିପର୍ଯ୍ୟୟର ଆଶଙ୍କା ରହିଛି । ୨୦୦୪ ମସିହାରେ ଆସିଥିବା ସୁନାମି ଏହି ଅଞ୍ଚଳରେ ବ୍ୟାପକ କ୍ଷୟକ୍ଷତି ଘଟାଇଥିଲା । ଆଣବିକ ବର୍ଜ୍ୟବସ୍ତୁର ନିରାପଦ ନିଷ୍କାସନ ମଧ୍ୟ ଏକ ବଡ଼ ସମସ୍ୟା । ସରକାର ଏହି ସମସ୍ତ ଆଶଙ୍କାର ସନ୍ତୋଷଜନକ ଉତ୍ତର ନ ଦେଇ କେବଳ ବିଦେଶୀ ହାତର ଅଭିଯୋଗ ଆଣିବା ଠିକ୍ ନୁହେଁ । ଯଦି ବିଦେଶୀ ଅର୍ଥ ଆସୁଛି ତେବେ ତାହାର ତଦନ୍ତ କରାଯାଉ । କିନ୍ତୁ ସ୍ଥାନୀୟ ଲୋକଙ୍କ ଉଦ୍‌ବେଗକୁ ଅଣଦେଖା କରାଯିବା ଉଚିତ ନୁହେଁ । ଦେଶର ବିଦ୍ୟୁତ୍ ଆବଶ୍ୟକତା ପୂରଣ ପାଇଁ ସୌର ଓ ପବନ ଶକ୍ତି ଭଳି ନବୀକରଣଯୋଗ୍ୟ ଉତ୍ସ ଉପରେ ଅଧିକ ଗୁରୁତ୍ୱ ଦିଆଯାଇପାରେ । ଭାରତରେ ପ୍ରଚୁର ସୂର୍ଯ୍ୟାଲୋକ ଉପଲବ୍ଧ । ସୌର ଶକ୍ତିର ଖର୍ଚ୍ଚ ମଧ୍ୟ କ୍ରମଶଃ ହ୍ରାସ ପାଉଛି । ପରମାଣୁ ଶକ୍ତି ଉତ୍ପାଦନ ଖର୍ଚ୍ଚ ସହିତ ସୁରକ୍ଷା ଓ ବର୍ଜ୍ୟ ପରିଚାଳନା ଖର୍ଚ୍ଚ ଯୋଡ଼ିଲେ ତାହା ଆଦୌ ଶସ୍ତା ନୁହେଁ । ଏଣୁ ସରକାର ଜନସାଧାରଣଙ୍କ ସହ ଖୋଲା ଆଲୋଚନା କରି ଶକ୍ତି ନୀତି ପ୍ରସ୍ତୁତ କରନ୍ତୁ । ଗଣତନ୍ତ୍ରରେ ବିରୋଧକୁ ବିଦେଶୀ ଷଡ଼ଯନ୍ତ୍ର ଆଖ୍ୟା ଦେବା ଏକ ବିପଜ୍ଜନକ ପ୍ରବୃତ୍ତି । ଏହା ଲୋକଙ୍କ ମତପ୍ରକାଶର ସ୍ୱାଧୀନତାକୁ ଖର୍ବ କରେ । ଅତୀତରେ ମଧ୍ୟ ବିଭିନ୍ନ ଜନଆନ୍ଦୋଳନକୁ ଏହିପରି ଭାବେ ଦମନ କରିବାର ଉଦ୍ୟମ ହୋଇଛି । ସରକାର ସ୍ୱଚ୍ଛତାର ସହ ପ୍ରକଳ୍ପର ସୁରକ୍ଷା ବ୍ୟବସ୍ଥା ବିଷୟରେ ସୂଚନା ଦେଲେ ଲୋକଙ୍କ ଆଶଙ୍କା ଦୂର ହୋଇପାରିବ । ବିଶେଷଜ୍ଞଙ୍କ ଏକ ସ୍ୱାଧୀନ କମିଟି ଗଠନ କରି ସମୀକ୍ଷା କରାଯାଉ । ସ୍ଥାନୀୟ ମତ୍ସ୍ୟଜୀବୀଙ୍କ ଜୀବିକା ଉପରେ ପ୍ରକଳ୍ପର ପ୍ରଭାବ ମଧ୍ୟ ଆକଳନ କରାଯିବା ଉଚିତ । ଉନ୍ନୟନ ନାମରେ ଲୋକଙ୍କ ଜୀବନ ଓ ଜୀବିକା ବିପଦାପନ୍ନ ହେବା ଗ୍ରହଣୀୟ ନୁହେଁ । ଶେଷରେ କହିବାକୁ ଗଲେ ବିଦେଶୀ ହାତର ଭୂତ ଦେଖାଇ ପ୍ରକୃତ ସମସ୍ୟାରୁ ଦୃଷ୍ଟି ହଟାଇବା ଉଚିତ ନୁହେଁ । ଜନସାଧାରଣଙ୍କ ଆସ୍ଥା ଅର୍ଜନ କରିବା ହିଁ ସରକାରଙ୍କ ପ୍ରଥମ ଦାୟିତ୍ୱ । <box>4 1720 287 2063</box>
district-story-body <box>1176 148 1494 748</box>
solution-cell <box>1376 2135 1386 2145</box>
solution-cell <box>1426 2135 1436 2145</box>
sudoku-grid[interactable] <box>1205 1782 1450 2027</box>
solution-cell <box>1346 2125 1356 2135</box>
solution-cell <box>1356 2105 1366 2115</box>
sudoku-cell[interactable] <box>1260 1783 1287 1810</box>
sudoku-cell[interactable]: 7 <box>1341 1972 1368 1999</box>
solution-cell <box>1396 2115 1406 2125</box>
solution-cell <box>1346 2175 1356 2185</box>
solution-cell <box>1376 2115 1386 2125</box>
quote-text: ଇଶ୍ୱରଙ୍କ ପାଖେ ମାଗିବାର ସର୍ବାପେକ୍ଷା ମୂଲ୍ୟବାନ୍ ପ୍ରସାଦ ହେଉଛି ଶୁଦ୍ଧ ଭକ୍ତି ଓ ଶରଣାଗତି; ଯାହା ପାଇଲେ ଜୀବନ ସାର୍ଥକ ହୁଏ ଓ ମନ ଶାନ୍ତି ଲାଭ କରେ । <box>353 12 888 22</box>
sudoku-cell[interactable] <box>1368 1999 1395 2026</box>
sudoku-cell[interactable]: 1 <box>1206 1783 1233 1810</box>
sudoku-solution-wrap <box>1345 2094 1485 2199</box>
sudoku-cell[interactable]: 1 <box>1287 1972 1314 1999</box>
solution-cell <box>1406 2125 1416 2135</box>
sudoku-cell[interactable] <box>1260 1945 1287 1972</box>
solution-cell <box>1386 2155 1396 2165</box>
years-sub: ତଳେ ଧରିତ୍ରୀ... <box>65 653 190 675</box>
letter-3-title: ଯାହାକୁ ରଖିବେ ଅନନ୍ତ <box>1237 1230 1433 1255</box>
solution-cell <box>1366 2145 1376 2155</box>
solution-cell <box>1386 2115 1396 2125</box>
sudoku-grid-wrap <box>1205 1782 1450 2027</box>
letter-2-title: ସବୁଜ ବିପ୍ଳବର ସ୍ୱର୍ଣ୍ଣମୃଗ <box>1227 960 1443 984</box>
article2-headline: ବିଚାର ବିଭାଗୀୟ ତଦନ୍ତ <box>393 802 1067 884</box>
bullet-item: ● ଶ୍ରୀଲଙ୍କାର ଜାଫନାଠାରେ ଏବଂ ତାମିଲ ଗେରିଲାମାନଙ୍କ ମଧ୍ୟରେ ସଂଘର୍ଷ ପରି ସ୍ଥିତି ଜାରି ରହିଛି । <box>4 707 303 730</box>
sudoku-cell[interactable]: 9 <box>1233 1999 1260 2026</box>
sudoku-cell[interactable] <box>1287 1864 1314 1891</box>
sudoku-cell[interactable] <box>1422 1810 1449 1837</box>
solution-cell <box>1366 2095 1376 2105</box>
sudoku-cell[interactable]: 8 <box>1422 1783 1449 1810</box>
solution-cell <box>1386 2105 1396 2115</box>
sudoku-by: Puzzles by Pappocom <box>1187 1754 1257 1761</box>
solution-cell <box>1386 2125 1396 2135</box>
sudoku-cell[interactable] <box>1287 1810 1314 1837</box>
solution-cell <box>1356 2135 1366 2145</box>
sudoku-howto: ସୁ-ଦୋ-କୁ ଏକ ଅଙ୍କ ଖେଳ । ଏଥିରେ ଥିବା ଶୂନ୍ୟସ୍ଥାନଗୁଡ଼ିକ ପୂରଣ କରିବାକୁ ପଡ଼ିବ ଯେପରି ପ୍ରତ୍ୟେକ ଧାଡ଼ି, ସ୍ତମ୍ଭ ଓ ୩x୩ ଘରରେ ୧ ରୁ ୯ ପର୍ଯ୍ୟନ୍ତ ସମସ୍ତ ସଂଖ୍ୟା ଥରେ ଲେଖାଏଁ ରହିବ । <box>1180 2090 1335 2148</box>
sudoku-cell[interactable] <box>1260 1810 1287 1837</box>
sudoku-cell[interactable] <box>1314 1999 1341 2026</box>
solution-cell <box>1366 2155 1376 2165</box>
sudoku-cell[interactable] <box>1206 1999 1233 2026</box>
sudoku-cell[interactable] <box>1260 1864 1287 1891</box>
sudoku-cell[interactable] <box>1368 1972 1395 1999</box>
sudoku-cell[interactable] <box>1206 1864 1233 1891</box>
sudoku-cell[interactable] <box>1341 1810 1368 1837</box>
article2-byline: ବିଜୟଙ୍କ ନଗର, ଭୁବନେଶ୍ୱର <box>1052 1606 1160 1616</box>
sudoku-cell[interactable] <box>1422 1864 1449 1891</box>
sudoku-cell[interactable] <box>1422 1945 1449 1972</box>
solution-cell <box>1396 2165 1406 2175</box>
